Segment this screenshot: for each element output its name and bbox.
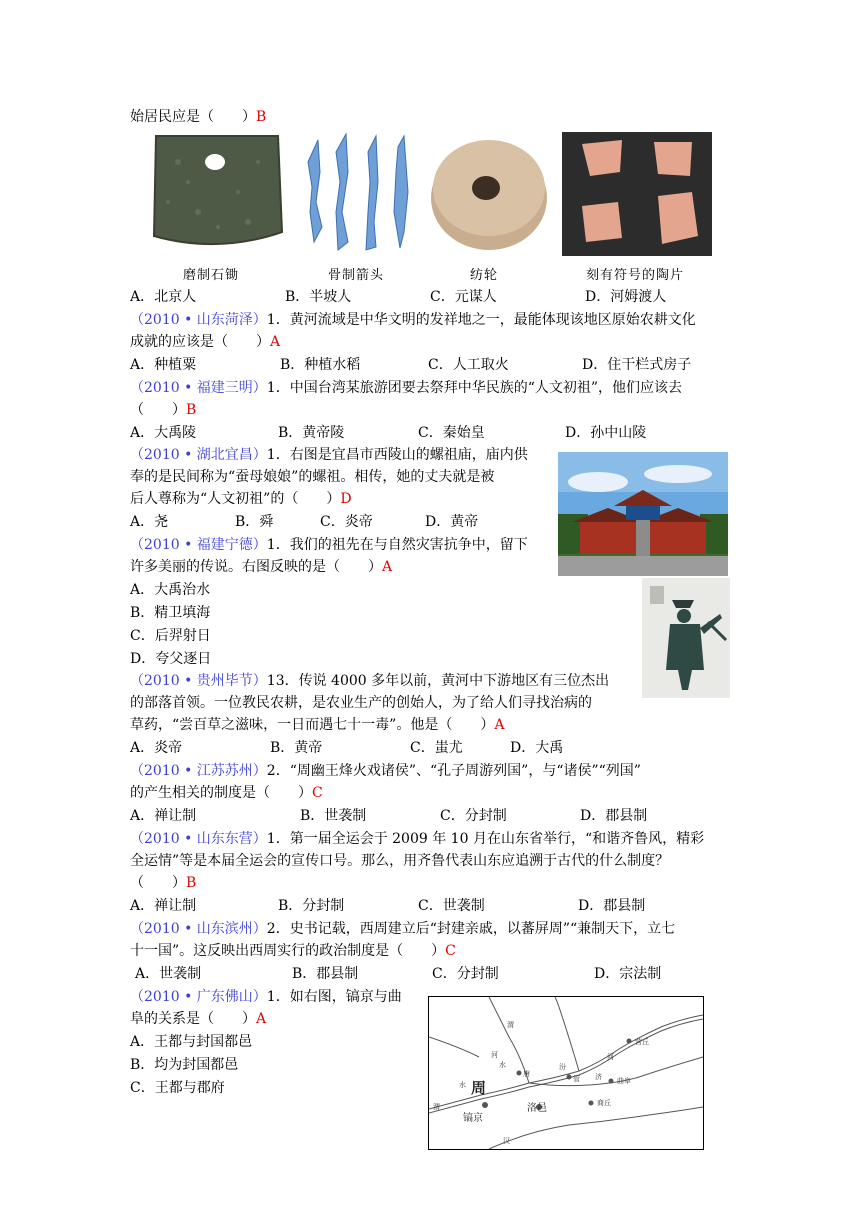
- q3-text2: 奉的是民间称为“蚕母娘娘”的螺祖。相传，她的丈夫就是被: [130, 469, 495, 485]
- q5-line1: [130, 671, 609, 693]
- western-zhou-map: [428, 996, 704, 1150]
- q4-line2: [130, 557, 392, 579]
- stone-hoe-image: [148, 132, 286, 256]
- q7-text3: （ ）: [130, 875, 186, 891]
- q3-line2: [130, 467, 494, 489]
- q9-text1: 1．如右图，镐京与曲: [266, 989, 402, 1005]
- q6-option-c: C．分封制: [440, 808, 507, 824]
- q8-answer: C: [445, 943, 456, 959]
- q3-option-b: B．舜: [235, 514, 274, 530]
- q9-line1: [130, 987, 402, 1009]
- q3-source: （2010 • 湖北宜昌）: [130, 447, 267, 463]
- q4-source: （2010 • 福建宁德）: [130, 537, 267, 553]
- q1-source: （2010 • 山东菏泽）: [130, 312, 267, 328]
- q7-option-b: B．分封制: [278, 898, 345, 914]
- q6-line1: [130, 761, 641, 783]
- map-label-shangqiu: 商丘: [597, 1099, 611, 1107]
- q1-option-d: D．住干栏式房子: [582, 357, 692, 373]
- q7-line1: [130, 829, 704, 851]
- map-label-fen: 汾: [559, 1063, 566, 1071]
- q4-option-c: C．后羿射日: [130, 628, 211, 644]
- caption-pottery-shard: 刻有符号的陶片: [586, 268, 685, 283]
- q0-answer: B: [256, 109, 267, 125]
- map-label-luoyi: 洛邑: [527, 1103, 547, 1114]
- map-label-guan: 管: [573, 1075, 580, 1083]
- q8-option-c: C．分封制: [432, 966, 499, 982]
- q9-option-c: C．王都与郡府: [130, 1080, 225, 1096]
- q4-answer: A: [382, 559, 393, 575]
- q6-source: （2010 • 江苏苏州）: [130, 763, 267, 779]
- q7-source: （2010 • 山东东营）: [130, 831, 267, 847]
- q2-option-d: D．孙中山陵: [565, 425, 647, 441]
- q7-option-c: C．世袭制: [418, 898, 485, 914]
- q6-option-b: B．世袭制: [300, 808, 367, 824]
- q9-option-b: B．均为封国都邑: [130, 1057, 239, 1073]
- q1-option-a: A．种植粟: [130, 357, 197, 373]
- q1-answer: A: [270, 334, 281, 350]
- map-label-yingqiu: 营丘: [635, 1038, 649, 1046]
- q3-answer: D: [340, 491, 352, 507]
- q2-line2: [130, 400, 196, 422]
- q8-option-d: D．宗法制: [594, 966, 662, 982]
- q3-option-a: A．尧: [130, 514, 169, 530]
- q4-text2: 许多美丽的传说。右图反映的是（ ）: [130, 559, 382, 575]
- q6-option-d: D．郡县制: [580, 808, 648, 824]
- q1-option-b: B．种植水稻: [280, 357, 361, 373]
- q8-text2: 十一国”。这反映出西周实行的政治制度是（ ）: [130, 943, 446, 959]
- q8-source: （2010 • 山东滨州）: [130, 921, 267, 937]
- q2-text1: 1．中国台湾某旅游团要去祭拜中华民族的“人文初祖”，他们应该去: [266, 380, 683, 396]
- q4-option-b: B．精卫填海: [130, 605, 211, 621]
- q6-line2: [130, 783, 323, 805]
- q7-text1: 1．第一届全运会于 2009 年 10 月在山东省举行，“和谐齐鲁风，精彩: [266, 831, 705, 847]
- q5-option-a: A．炎帝: [130, 740, 183, 756]
- spindle-whorl-image: [428, 132, 550, 256]
- q3-option-d: D．黄帝: [425, 514, 479, 530]
- q1-text1: 1．黄河流域是中华文明的发祥地之一，最能体现该地区原始农耕文化: [266, 312, 696, 328]
- q6-text1: 2．“周幽王烽火戏诸侯”、“孔子周游列国”，与“诸侯”“列国”: [266, 763, 641, 779]
- q1-text2: 成就的应该是（ ）: [130, 334, 270, 350]
- q5-option-c: C．蚩尤: [410, 740, 463, 756]
- q0-option-a: A．北京人: [130, 289, 197, 305]
- q5-option-b: B．黄帝: [270, 740, 323, 756]
- q9-option-a: A．王都与封国都邑: [130, 1034, 253, 1050]
- q2-line1: [130, 378, 682, 400]
- map-label-wei1: 渭: [507, 1021, 514, 1029]
- caption-stone-hoe: 磨制石锄: [183, 268, 240, 283]
- map-label-shui1: 水: [499, 1061, 506, 1069]
- q0-stem: [130, 107, 266, 129]
- q6-answer: C: [312, 785, 323, 801]
- q9-source: （2010 • 广东佛山）: [130, 989, 267, 1005]
- map-label-tang: 唐: [523, 1070, 530, 1078]
- q8-line2: [130, 941, 456, 963]
- q4-text1: 1．我们的祖先在与自然灾害抗争中，留下: [266, 537, 528, 553]
- q3-option-c: C．炎帝: [320, 514, 373, 530]
- q2-source: （2010 • 福建三明）: [130, 380, 267, 396]
- q6-option-a: A．禅让制: [130, 808, 197, 824]
- q7-line3: [130, 873, 196, 895]
- q5-text1: 13．传说 4000 多年以前，黄河中下游地区有三位杰出: [266, 673, 610, 689]
- q9-answer: A: [256, 1011, 267, 1027]
- q5-text3: 草药，“尝百草之滋味，一日而遇七十一毒”。他是（ ）: [130, 717, 495, 733]
- q1-line2: [130, 332, 280, 354]
- q0-option-b: B．半坡人: [285, 289, 352, 305]
- q3-line3: [130, 489, 352, 511]
- q5-text2: 的部落首领。一位教民农耕，是农业生产的创始人，为了给人们寻找治病的: [130, 695, 592, 711]
- q4-line1: [130, 535, 528, 557]
- bone-arrowheads-image: [296, 132, 416, 256]
- q8-text1: 2．史书记载，西周建立后“封建亲戚，以蕃屏周”“兼制天下，立七: [266, 921, 676, 937]
- q9-line2: [130, 1009, 266, 1031]
- q2-option-b: B．黄帝陵: [278, 425, 345, 441]
- map-label-wei2: 渭: [433, 1103, 440, 1111]
- q7-line2: [130, 851, 669, 873]
- caption-bone-arrowhead: 骨制箭头: [328, 268, 385, 283]
- q3-text3: 后人尊称为“人文初祖”的（ ）: [130, 491, 341, 507]
- q2-answer: B: [186, 402, 197, 418]
- map-label-he1: 河: [491, 1051, 498, 1059]
- q4-option-d: D．夸父逐日: [130, 651, 212, 667]
- yu-figure-image: [642, 578, 730, 698]
- map-label-shui2: 水: [459, 1081, 466, 1089]
- map-label-qufu: 曲阜: [617, 1077, 631, 1085]
- q1-line1: [130, 310, 696, 332]
- q2-option-c: C．秦始皇: [418, 425, 485, 441]
- q9-text2: 阜的关系是（ ）: [130, 1011, 256, 1027]
- q7-option-d: D．郡县制: [578, 898, 646, 914]
- q0-option-d: D．河姆渡人: [585, 289, 667, 305]
- q8-option-b: B．郡县制: [292, 966, 359, 982]
- q5-line2: [130, 693, 592, 715]
- q3-line1: [130, 445, 528, 467]
- q0-stem-text: 始居民应是（ ）: [130, 109, 256, 125]
- q7-option-a: A．禅让制: [130, 898, 197, 914]
- q7-text2: 全运情”等是本届全运会的宣传口号。那么，用齐鲁代表山东应追溯于古代的什么制度？: [130, 853, 670, 869]
- map-label-zhou: 周: [471, 1079, 487, 1097]
- q0-option-c: C．元谋人: [430, 289, 497, 305]
- q4-option-a: A．大禹治水: [130, 582, 211, 598]
- q8-option-a: A．世袭制: [135, 966, 202, 982]
- q5-line3: [130, 715, 504, 737]
- q5-option-d: D．大禹: [510, 740, 564, 756]
- q7-answer: B: [186, 875, 197, 891]
- map-label-haojing: 镐京: [463, 1113, 483, 1124]
- q5-source: （2010 • 贵州毕节）: [130, 673, 267, 689]
- map-label-ji: 济: [595, 1073, 602, 1081]
- q8-line1: [130, 919, 675, 941]
- q2-text2: （ ）: [130, 402, 186, 418]
- pottery-shards-image: [562, 132, 712, 256]
- q2-option-a: A．大禹陵: [130, 425, 197, 441]
- q1-option-c: C．人工取火: [428, 357, 509, 373]
- q5-answer: A: [494, 717, 505, 733]
- temple-image: [558, 452, 728, 576]
- caption-spindle-whorl: 纺轮: [470, 268, 499, 283]
- map-label-he2: 河: [607, 1053, 614, 1061]
- q6-text2: 的产生相关的制度是（ ）: [130, 785, 312, 801]
- q3-text1: 1．右图是宜昌市西陵山的螺祖庙，庙内供: [266, 447, 528, 463]
- map-label-han: 汉: [503, 1137, 510, 1145]
